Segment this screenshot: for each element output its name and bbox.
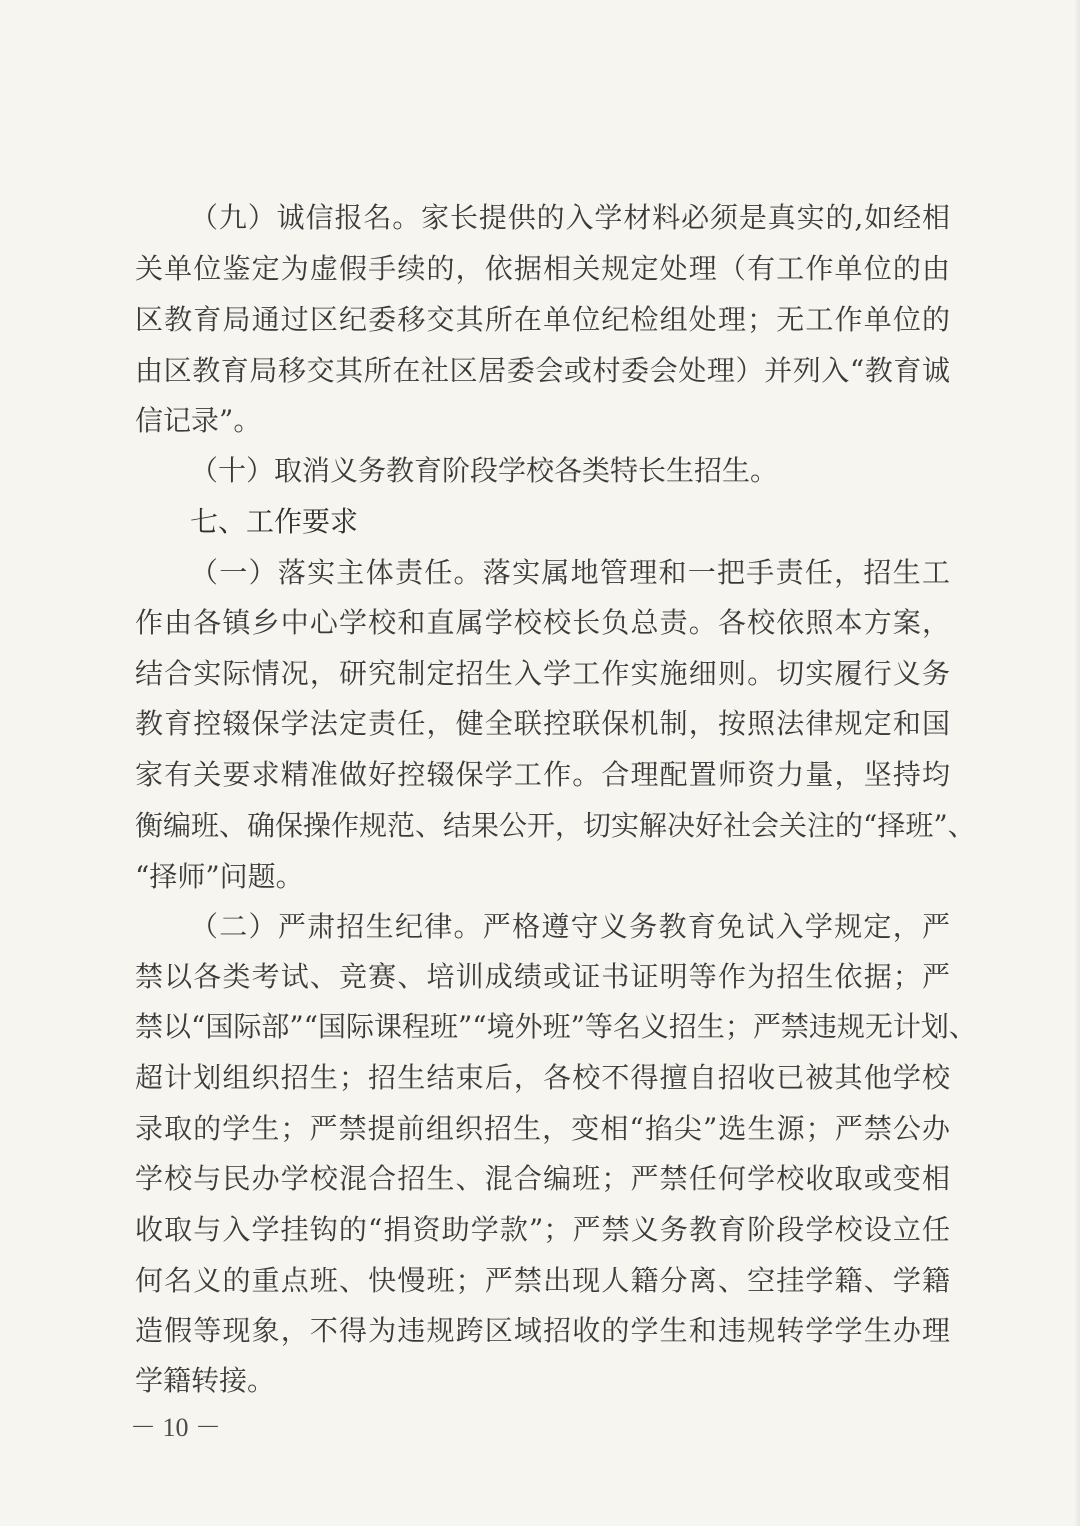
paragraph-9-line-1: （九）诚信报名。家长提供的入学材料必须是真实的,如经相 [190,201,950,234]
paragraph-1-line-1: （一）落实主体责任。落实属地管理和一把手责任，招生工 [190,556,950,589]
section-heading-work-requirements: 七、工作要求 [190,505,359,538]
paragraph-1-line-2: 作由各镇乡中心学校和直属学校校长负总责。各校依照本方案， [135,606,950,639]
paragraph-1-line-3: 结合实际情况，研究制定招生入学工作实施细则。切实履行义务 [135,657,950,690]
paragraph-9-line-5: 信记录”。 [135,404,262,437]
paragraph-1-line-7: “择师”问题。 [135,860,304,893]
paragraph-2-line-1: （二）严肃招生纪律。严格遵守义务教育免试入学规定，严 [190,910,950,943]
paragraph-2-line-3: 禁以“国际部”“国际课程班”“境外班”等名义招生；严禁违规无计划、 [135,1010,977,1043]
paragraph-1-line-5: 家有关要求精准做好控辍保学工作。合理配置师资力量，坚持均 [135,758,950,791]
paragraph-2-line-10: 学籍转接。 [135,1364,276,1397]
paragraph-2-line-9: 造假等现象，不得为违规跨区域招收的学生和违规转学学生办理 [135,1314,950,1347]
paragraph-9-line-4: 由区教育局移交其所在社区居委会或村委会处理）并列入“教育诚 [135,354,950,387]
page-number: － 10 － [130,1413,222,1442]
paragraph-9-line-2: 关单位鉴定为虚假手续的，依据相关规定处理（有工作单位的由 [135,252,950,285]
paragraph-9-line-3: 区教育局通过区纪委移交其所在单位纪检组处理；无工作单位的 [135,303,950,336]
page-edge-shadow [1074,0,1080,1526]
paragraph-2-line-8: 何名义的重点班、快慢班；严禁出现人籍分离、空挂学籍、学籍 [135,1264,950,1297]
paragraph-2-line-2: 禁以各类考试、竞赛、培训成绩或证书证明等作为招生依据；严 [135,960,950,993]
paragraph-2-line-5: 录取的学生；严禁提前组织招生，变相“掐尖”选生源；严禁公办 [135,1112,950,1145]
paragraph-10-line-1: （十）取消义务教育阶段学校各类特长生招生。 [190,454,779,487]
paragraph-2-line-4: 超计划组织招生；招生结束后，各校不得擅自招收已被其他学校 [135,1061,950,1094]
paragraph-2-line-7: 收取与入学挂钩的“捐资助学款”；严禁义务教育阶段学校设立任 [135,1213,950,1246]
paragraph-1-line-6: 衡编班、确保操作规范、结果公开，切实解决好社会关注的“择班”、 [135,809,976,842]
paragraph-1-line-4: 教育控辍保学法定责任，健全联控联保机制，按照法律规定和国 [135,707,950,740]
paragraph-2-line-6: 学校与民办学校混合招生、混合编班；严禁任何学校收取或变相 [135,1162,950,1195]
